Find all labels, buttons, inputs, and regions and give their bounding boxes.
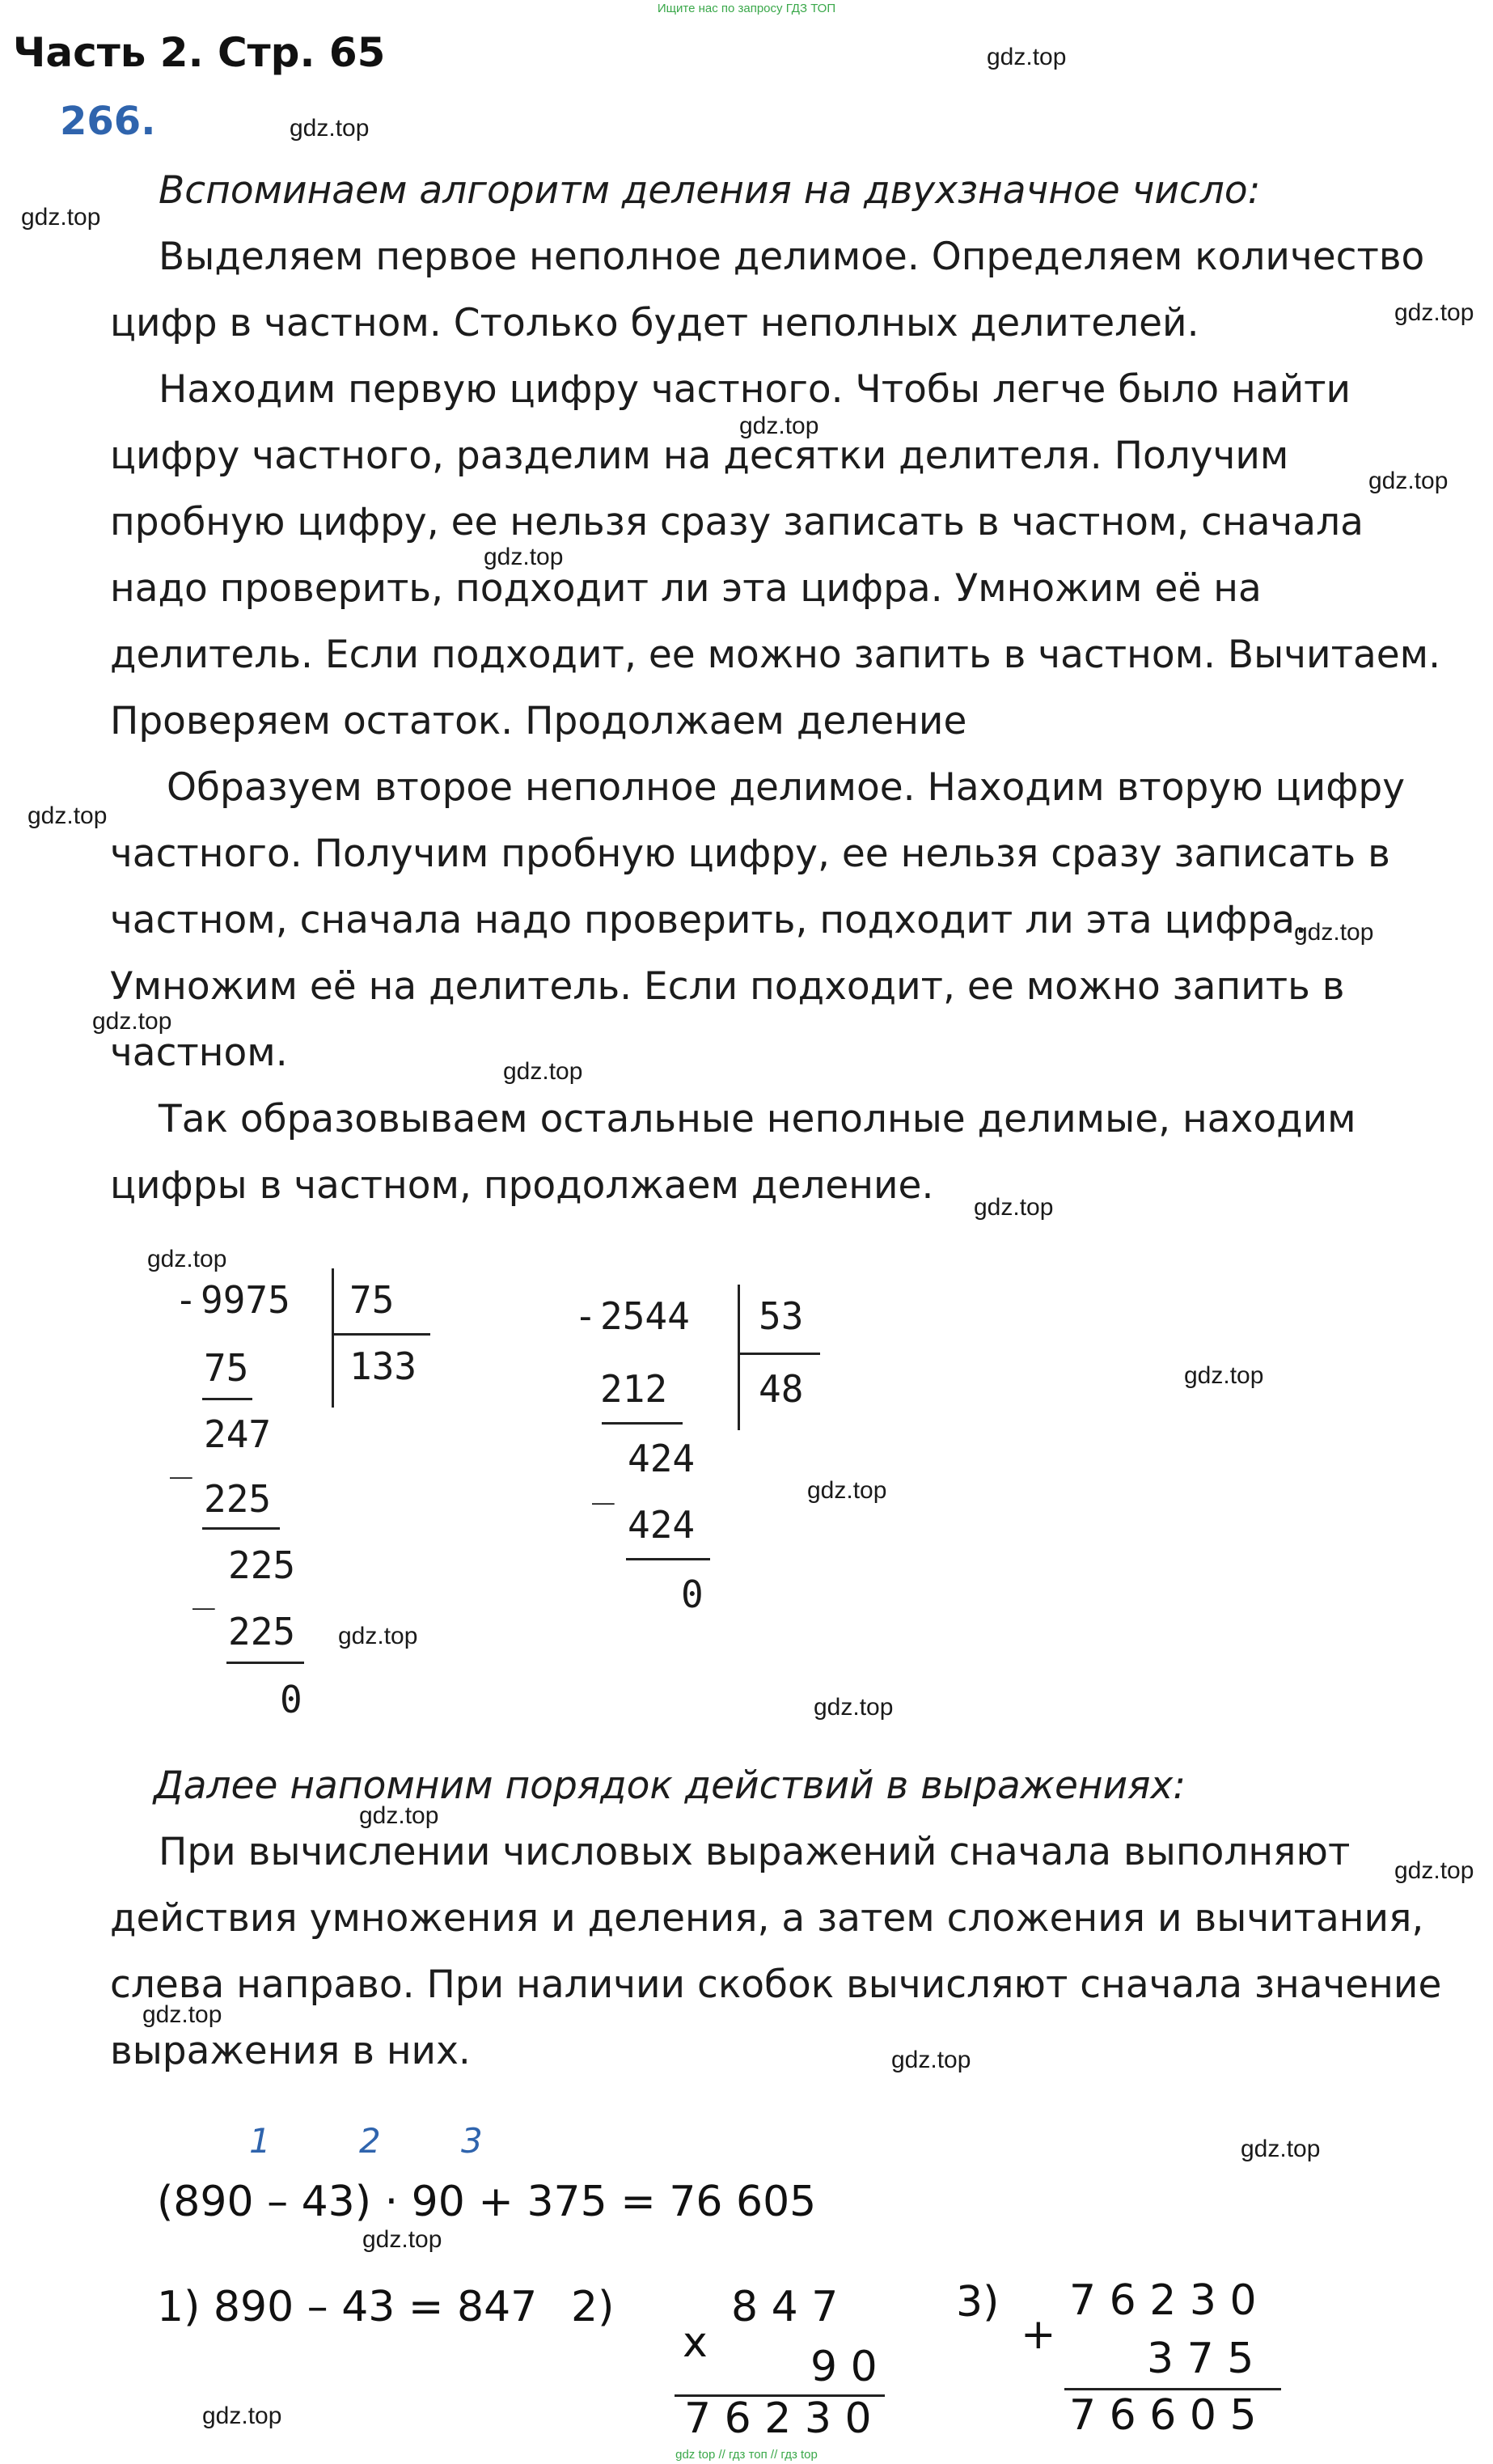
watermark: gdz.top xyxy=(1394,299,1474,326)
watermark: gdz.top xyxy=(142,2001,222,2028)
division1-step: 225 xyxy=(228,1610,296,1653)
section1-title: Вспоминаем алгоритм деления на двухзначное число: xyxy=(159,168,1261,213)
watermark: gdz.top xyxy=(1368,468,1449,494)
division2-quotient-line xyxy=(739,1353,820,1355)
watermark: gdz.top xyxy=(739,413,819,439)
division1-rule xyxy=(202,1398,252,1400)
order-mark: 2 xyxy=(359,2121,381,2161)
addition-top: 7 6 2 3 0 xyxy=(1069,2276,1257,2325)
bottom-footer-note: gdz top // гдз топ // гдз top xyxy=(675,2448,818,2462)
section2-line: слева направо. При наличии скобок вычисляют сначала значение xyxy=(110,1962,1442,2007)
addition-bottom: 3 7 5 xyxy=(1147,2335,1254,2383)
multiply-bottom: 9 0 xyxy=(810,2343,878,2391)
watermark: gdz.top xyxy=(987,44,1067,70)
watermark: gdz.top xyxy=(362,2226,442,2253)
section1-line: Умножим её на делитель. Если подходит, ее можно запить в xyxy=(110,964,1345,1009)
division1-rule xyxy=(226,1662,304,1664)
watermark: gdz.top xyxy=(814,1694,894,1721)
watermark: gdz.top xyxy=(92,1008,172,1035)
division2-step: 212 xyxy=(600,1367,668,1411)
section2-title: Далее напомним порядок действий в выражениях: xyxy=(154,1763,1186,1808)
watermark: gdz.top xyxy=(974,1194,1054,1221)
watermark: gdz.top xyxy=(484,544,564,570)
section1-line: частного. Получим пробную цифру, ее нельзя сразу записать в xyxy=(110,832,1390,876)
watermark: gdz.top xyxy=(21,204,101,231)
watermark: gdz.top xyxy=(807,1477,887,1504)
section1-line: частном, сначала надо проверить, подходит ли эта цифра. xyxy=(110,898,1307,942)
division1-step: 225 xyxy=(228,1543,296,1587)
order-mark: 1 xyxy=(249,2121,271,2161)
division1-minus: _ xyxy=(192,1566,215,1610)
top-banner-note: Ищите нас по запросу ГДЗ ТОП xyxy=(657,2,836,15)
watermark: gdz.top xyxy=(147,1246,227,1272)
task-number: 266. xyxy=(60,99,156,144)
watermark: gdz.top xyxy=(1294,919,1374,946)
order-mark: 3 xyxy=(461,2121,483,2161)
section2-line: действия умножения и деления, а затем сложения и вычитания, xyxy=(110,1896,1424,1941)
section1-line: частном. xyxy=(110,1031,288,1075)
division2-step: 424 xyxy=(628,1503,696,1547)
division1-rule xyxy=(202,1527,280,1530)
watermark: gdz.top xyxy=(503,1058,583,1085)
section1-line: Находим первую цифру частного. Чтобы легче было найти xyxy=(159,367,1351,412)
section2-line: выражения в них. xyxy=(110,2029,471,2073)
division1-step: 75 xyxy=(204,1346,249,1390)
section2-line: При вычислении числовых выражений сначала выполняют xyxy=(159,1830,1351,1874)
step-3-label: 3) xyxy=(956,2278,1000,2326)
section1-line: цифру частного, разделим на десятки делителя. Получим xyxy=(110,434,1289,478)
division1-divider xyxy=(332,1268,334,1408)
division1-dividend: 9975 xyxy=(201,1278,290,1322)
section1-line: делитель. Если подходит, ее можно запить в частном. Вычитаем. xyxy=(110,633,1441,677)
main-expression: (890 – 43) · 90 + 375 = 76 605 xyxy=(157,2178,817,2226)
division1-step: 225 xyxy=(204,1477,272,1521)
multiply-sign: x xyxy=(683,2318,708,2367)
division2-quotient: 48 xyxy=(759,1367,804,1411)
division1-divisor: 75 xyxy=(349,1278,395,1322)
division1-minus: - xyxy=(175,1278,197,1322)
section1-line: надо проверить, подходит ли эта цифра. Умножим её на xyxy=(110,566,1262,611)
watermark: gdz.top xyxy=(359,1802,439,1829)
section1-line: Выделяем первое неполное делимое. Определяем количество xyxy=(159,235,1425,279)
addition-result: 7 6 6 0 5 xyxy=(1069,2391,1257,2440)
division2-rule xyxy=(626,1558,710,1560)
watermark: gdz.top xyxy=(290,115,370,142)
watermark: gdz.top xyxy=(1184,1362,1264,1389)
multiply-top: 8 4 7 xyxy=(731,2283,839,2331)
plus-sign: + xyxy=(1021,2310,1056,2359)
section1-line: цифр в частном. Столько будет неполных делителей. xyxy=(110,301,1199,345)
division2-minus: _ xyxy=(592,1461,615,1505)
division1-quotient-line xyxy=(333,1333,430,1336)
page-heading: Часть 2. Стр. 65 xyxy=(13,29,386,76)
step-1: 1) 890 – 43 = 847 xyxy=(157,2283,538,2331)
division2-divisor: 53 xyxy=(759,1294,804,1338)
division2-step: 424 xyxy=(628,1437,696,1480)
watermark: gdz.top xyxy=(891,2047,971,2073)
division1-remainder: 0 xyxy=(280,1678,302,1721)
section1-line: Так образовываем остальные неполные делимые, находим xyxy=(159,1097,1356,1141)
watermark: gdz.top xyxy=(338,1623,418,1649)
step-2-label: 2) xyxy=(571,2283,615,2331)
division2-remainder: 0 xyxy=(681,1573,704,1616)
section1-line: цифры в частном, продолжаем деление. xyxy=(110,1163,934,1208)
multiply-result: 7 6 2 3 0 xyxy=(684,2394,872,2443)
watermark: gdz.top xyxy=(1241,2136,1321,2162)
division1-minus: _ xyxy=(170,1435,192,1479)
division1-quotient: 133 xyxy=(349,1344,417,1388)
watermark: gdz.top xyxy=(202,2403,282,2429)
section1-line: Проверяем остаток. Продолжаем деление xyxy=(110,699,967,743)
division2-minus: - xyxy=(574,1294,597,1338)
division2-divider xyxy=(738,1285,740,1430)
watermark: gdz.top xyxy=(1394,1857,1474,1884)
watermark: gdz.top xyxy=(27,802,108,829)
addition-rule xyxy=(1064,2388,1281,2390)
division2-dividend: 2544 xyxy=(600,1294,690,1338)
division1-step: 247 xyxy=(204,1412,272,1456)
division2-rule xyxy=(602,1422,683,1425)
section1-line: пробную цифру, ее нельзя сразу записать в частном, сначала xyxy=(110,500,1364,544)
section1-line: Образуем второе неполное делимое. Находим вторую цифру xyxy=(167,765,1406,810)
